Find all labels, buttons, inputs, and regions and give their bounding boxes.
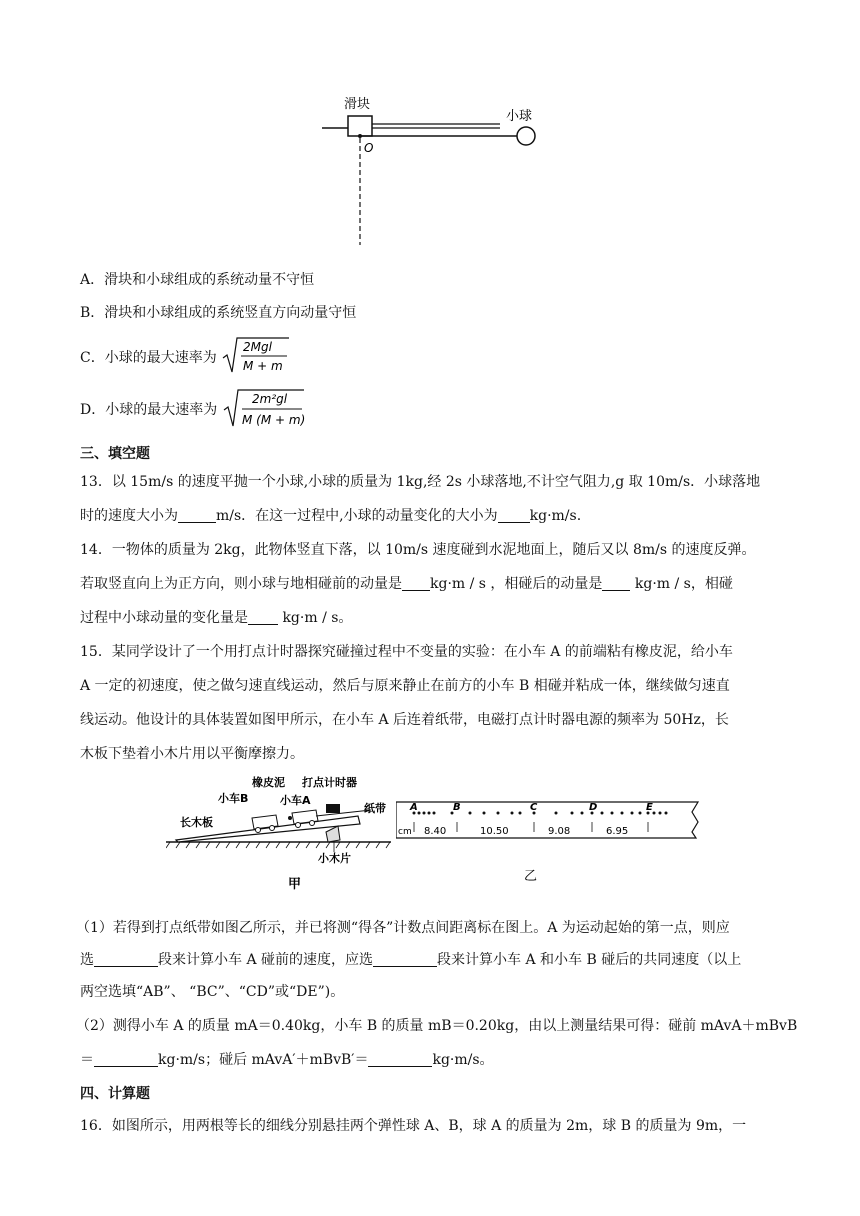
sqrt-c	[221, 336, 291, 376]
slider-label: 滑块	[344, 97, 371, 112]
svg-text:2Mgl: 2Mgl	[243, 340, 273, 354]
svg-text:10.50: 10.50	[480, 826, 509, 837]
q15-line1: 15．某同学设计了一个用打点计时器探究碰撞过程中不变量的实验：在小车 A 的前端粘有橡皮泥，给小车	[80, 644, 733, 660]
svg-text:小车A: 小车A	[280, 794, 311, 807]
q14-blank-1[interactable]	[402, 576, 430, 591]
svg-text:打点计时器: 打点计时器	[302, 776, 357, 789]
option-a: A．滑块和小球组成的系统动量不守恒	[80, 272, 315, 288]
q15-line2: A 一定的初速度，使之做匀速直线运动，然后与原来静止在前方的小车 B 相碰并粘成一体，继续做匀速直	[80, 678, 730, 694]
q14-line1: 14．一物体的质量为 2kg，此物体竖直下落，以 10m/s 速度碰到水泥地面上，随后又以 8m/s 的速度反弹。	[80, 542, 756, 558]
svg-text:长木板: 长木板	[180, 816, 213, 829]
svg-text:6.95: 6.95	[606, 826, 629, 837]
q15-2-blank-1[interactable]	[94, 1052, 158, 1067]
ball	[517, 127, 535, 145]
svg-text:A: A	[410, 802, 418, 813]
q15-1-line1: （1）若得到打点纸带如图乙所示，并已将测“得各”计数点间距离标在图上。A 为运动起始的第一点，则应	[76, 920, 730, 936]
q14-line2: 若取竖直向上为正方向，则小球与地相碰前的动量是 kg·m / s ，相碰后的动量是 kg·m / s，相碰	[80, 576, 733, 592]
q15-1-blank-1[interactable]	[94, 952, 158, 967]
option-d: D．小球的最大速率为 2m²gl M (M + m)	[80, 388, 306, 430]
svg-text:橡皮泥: 橡皮泥	[252, 776, 285, 789]
q16-line1: 16．如图所示，用两根等长的细线分别悬挂两个弹性球 A、B，球 A 的质量为 2m，球 B 的质量为 9m，一	[80, 1118, 747, 1134]
ball-label: 小球	[506, 109, 533, 124]
svg-text:小木片: 小木片	[318, 852, 351, 865]
svg-text:2m²gl: 2m²gl	[251, 392, 287, 406]
section-3-title: 三、填空题	[80, 446, 150, 462]
q15-2-line2: ＝ kg·m/s；碰后 mAvA′＋mBvB′＝ kg·m/s。	[80, 1052, 494, 1068]
point-o-label: O	[364, 141, 374, 155]
option-c: C．小球的最大速率为 2Mgl M + m	[80, 336, 291, 376]
q15-1-line2: 选 段来计算小车 A 碰前的速度，应选 段来计算小车 A 和小车 B 碰后的共同速度（以上	[80, 952, 742, 968]
small-wood-block	[326, 826, 340, 842]
q15-1-line3: 两空选填“AB”、 “BC”、“CD”或“DE”)。	[80, 984, 345, 1000]
section-4-title: 四、计算题	[80, 1086, 150, 1102]
paper-tape-figure-yi	[396, 770, 716, 890]
svg-text:C: C	[530, 802, 538, 813]
slider-block	[348, 116, 372, 136]
q15-2-blank-2[interactable]	[368, 1052, 432, 1067]
q13-blank-1[interactable]	[178, 508, 216, 523]
svg-text:E: E	[646, 802, 653, 813]
q14-line3: 过程中小球动量的变化量是 kg·m / s。	[80, 610, 353, 626]
sqrt-d	[222, 388, 306, 430]
svg-text:纸带: 纸带	[364, 802, 386, 815]
q14-blank-2[interactable]	[602, 576, 630, 591]
caption-yi: 乙	[524, 869, 538, 884]
svg-text:8.40: 8.40	[424, 826, 447, 837]
option-b: B．滑块和小球组成的系统竖直方向动量守恒	[80, 305, 357, 321]
q13-line2: 时的速度大小为 m/s．在这一过程中,小球的动量变化的大小为 kg·m/s.	[80, 508, 582, 524]
svg-text:M (M + m): M (M + m)	[241, 413, 305, 427]
apparatus-figure-jia	[166, 770, 394, 896]
q15-1-blank-2[interactable]	[373, 952, 437, 967]
timer	[326, 804, 340, 813]
q15-line4: 木板下垫着小木片用以平衡摩擦力。	[80, 746, 304, 762]
q15-line3: 线运动。他设计的具体装置如图甲所示，在小车 A 后连着纸带，电磁打点计时器电源的频率为 50Hz，长	[80, 712, 729, 728]
caption-jia: 甲	[288, 877, 302, 892]
slider-ball-figure	[300, 90, 560, 250]
svg-text:小车B: 小车B	[218, 792, 249, 805]
svg-text:cm: cm	[398, 827, 412, 837]
svg-text:9.08: 9.08	[548, 826, 571, 837]
svg-text:B: B	[453, 802, 461, 813]
q15-2-line1: （2）测得小车 A 的质量 mA＝0.40kg，小车 B 的质量 mB＝0.20kg，由以上测量结果可得：碰前 mAvA＋mBvB	[76, 1018, 798, 1034]
q14-blank-3[interactable]	[248, 610, 278, 625]
svg-text:D: D	[589, 802, 598, 813]
q13-line1: 13．以 15m/s 的速度平抛一个小球,小球的质量为 1kg,经 2s 小球落地,不计空气阻力,g 取 10m/s．小球落地	[80, 474, 761, 490]
svg-text:M + m: M + m	[243, 359, 283, 373]
q13-blank-2[interactable]	[498, 508, 530, 523]
